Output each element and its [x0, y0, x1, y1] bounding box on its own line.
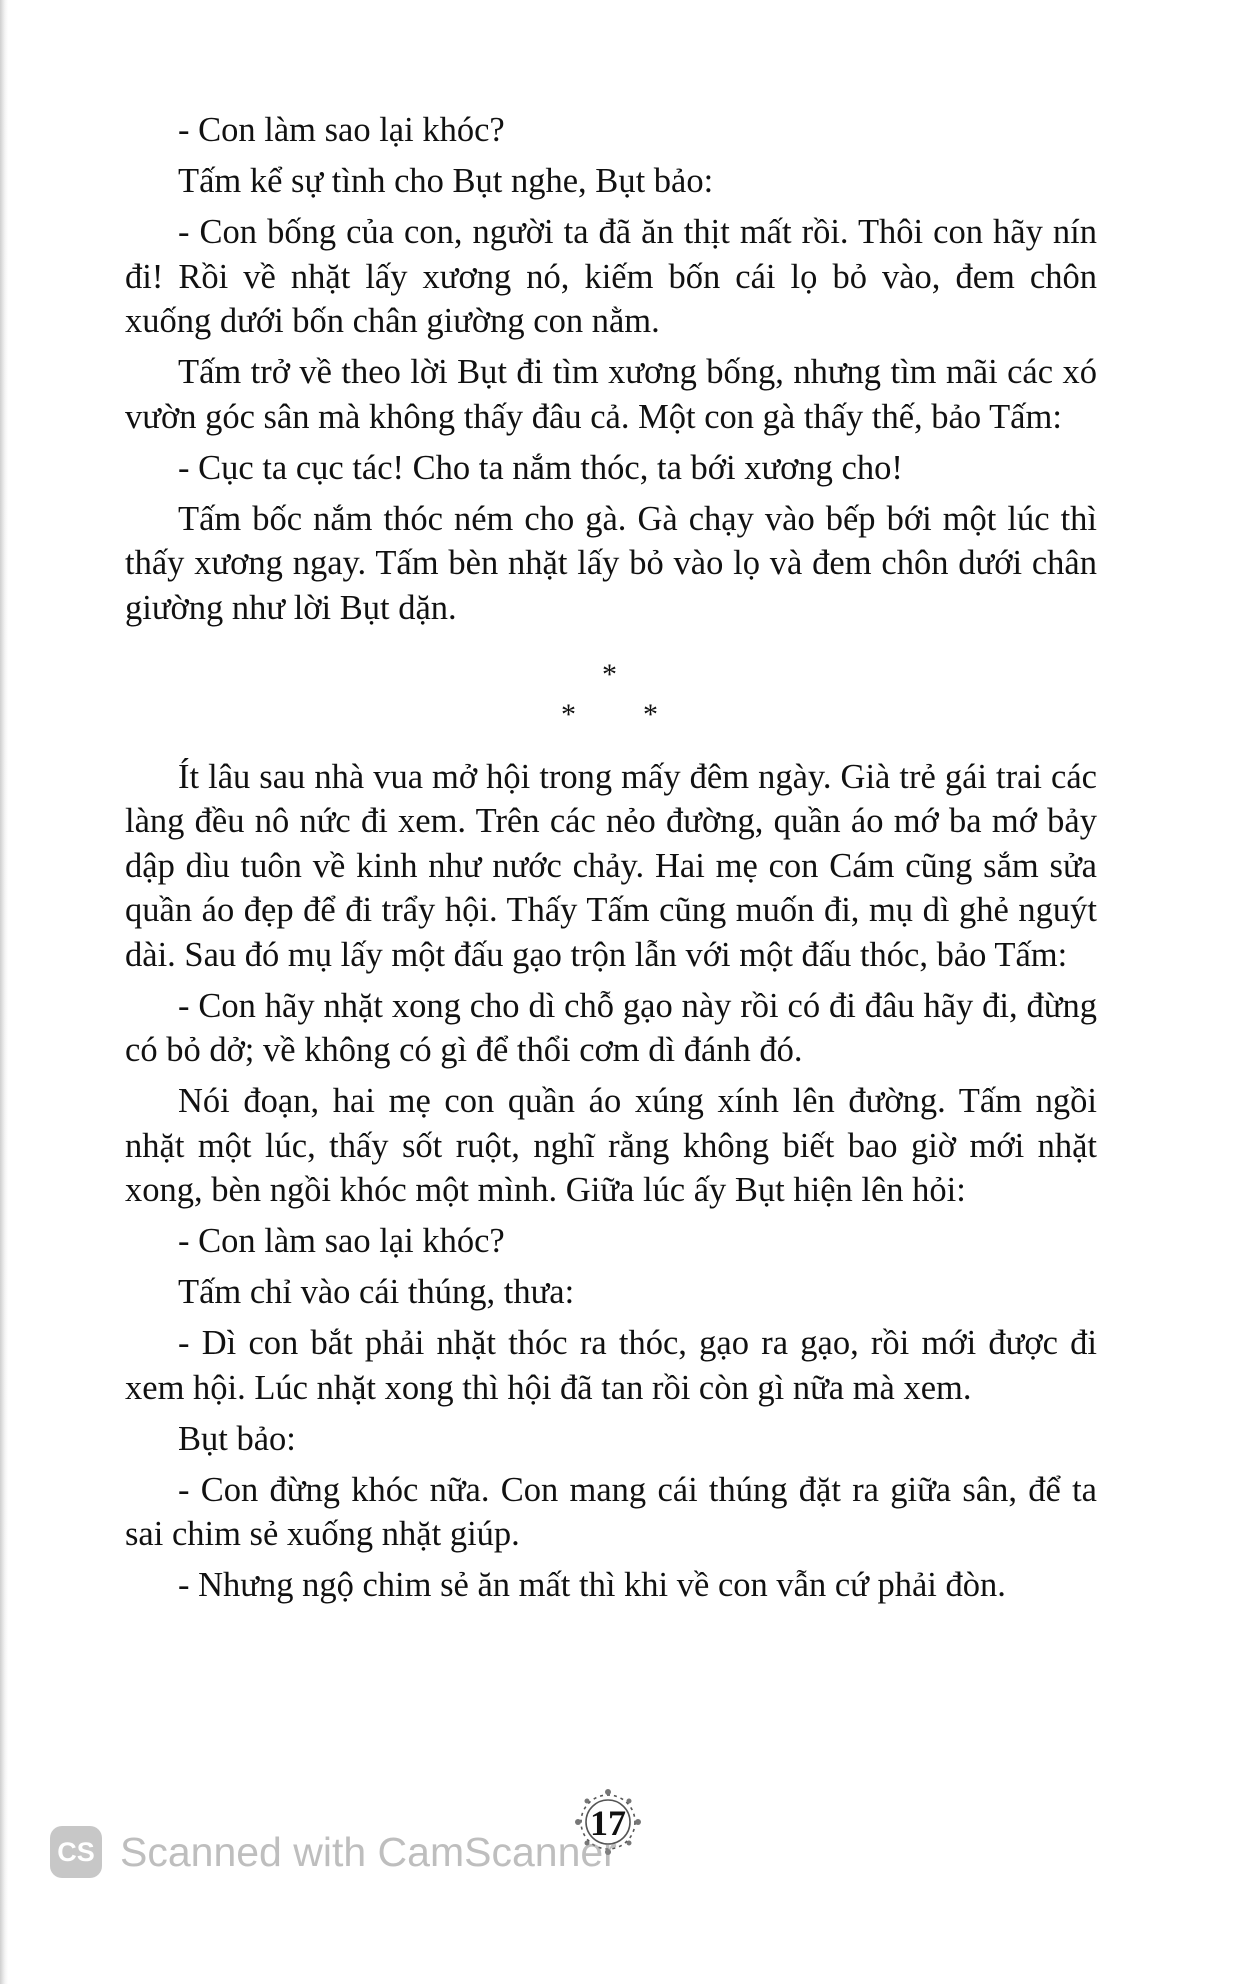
page-body [125, 108, 1097, 1614]
section-break [125, 637, 1097, 755]
paragraph: Tấm bốc nắm thóc ném cho gà. Gà chạy vào bếp bới một lúc thì thấy xương ngay. Tấm bèn nhặt lấy bỏ vào lọ và đem chôn dưới chân giường như lời Bụt dặn. [125, 499, 1097, 627]
paragraph: - Con hãy nhặt xong cho dì chỗ gạo này rồi có đi đâu hãy đi, đừng có bỏ dở; về không có gì để thổi cơm dì đánh đó. [125, 986, 1097, 1069]
camscanner-watermark [50, 1825, 617, 1879]
scan-edge-shadow [0, 0, 8, 1984]
page-number: 17 [590, 1803, 626, 1843]
paragraph: - Nhưng ngộ chim sẻ ăn mất thì khi về con vẫn cứ phải đòn. [178, 1566, 1006, 1604]
paragraph: - Cục ta cục tác! Cho ta nắm thóc, ta bới xương cho! [178, 448, 903, 487]
paragraph: - Con bống của con, người ta đã ăn thịt mất rồi. Thôi con hãy nín đi! Rồi về nhặt lấy xương nó, kiếm bốn cái lọ bỏ vào, đem chôn xuống dưới bốn chân giường con nằm. [125, 213, 1097, 340]
paragraph: Tấm kể sự tình cho Bụt nghe, Bụt bảo: [178, 162, 714, 200]
paragraph: - Con làm sao lại khóc? [178, 1222, 505, 1260]
camscanner-logo-icon: CS [50, 1826, 102, 1878]
paragraph: Bụt bảo: [178, 1419, 296, 1458]
paragraph: Tấm trở về theo lời Bụt đi tìm xương bống, nhưng tìm mãi các xó vườn góc sân mà không thấy đâu cả. Một con gà thấy thế, bảo Tấm: [125, 353, 1097, 436]
section-star: * [602, 657, 617, 691]
paragraph: Nói đoạn, hai mẹ con quần áo xúng xính lên đường. Tấm ngồi nhặt một lúc, thấy sốt ruột, nghĩ rằng không biết bao giờ mới nhặt xong, bèn ngồi khóc một mình. Giữa lúc ấy Bụt hiện lên hỏi: [125, 1082, 1097, 1209]
paragraph: Ít lâu sau nhà vua mở hội trong mấy đêm ngày. Già trẻ gái trai các làng đều nô nức đi xem. Trên các nẻo đường, quần áo mớ ba mớ bảy dập dìu tuôn về kinh như nước chảy. Hai mẹ con Cám cũng sắm sửa quần áo đẹp để đi trẩy hội. Thấy Tấm cũng muốn đi, mụ dì ghẻ nguýt dài. Sau đó mụ lấy một đấu gạo trộn lẫn với một đấu thóc, bảo Tấm: [125, 757, 1097, 974]
watermark-text: Scanned with CamScanner [120, 1828, 617, 1875]
section-star: * [643, 697, 658, 731]
paragraph: - Con làm sao lại khóc? [178, 111, 505, 149]
paragraph: - Con đừng khóc nữa. Con mang cái thúng đặt ra giữa sân, để ta sai chim sẻ xuống nhặt giúp. [125, 1470, 1097, 1553]
paragraph: Tấm chỉ vào cái thúng, thưa: [178, 1273, 575, 1311]
paragraph: - Dì con bắt phải nhặt thóc ra thóc, gạo ra gạo, rồi mới được đi xem hội. Lúc nhặt xong thì hội đã tan rồi còn gì nữa mà xem. [125, 1324, 1097, 1407]
section-star: * [561, 697, 576, 731]
